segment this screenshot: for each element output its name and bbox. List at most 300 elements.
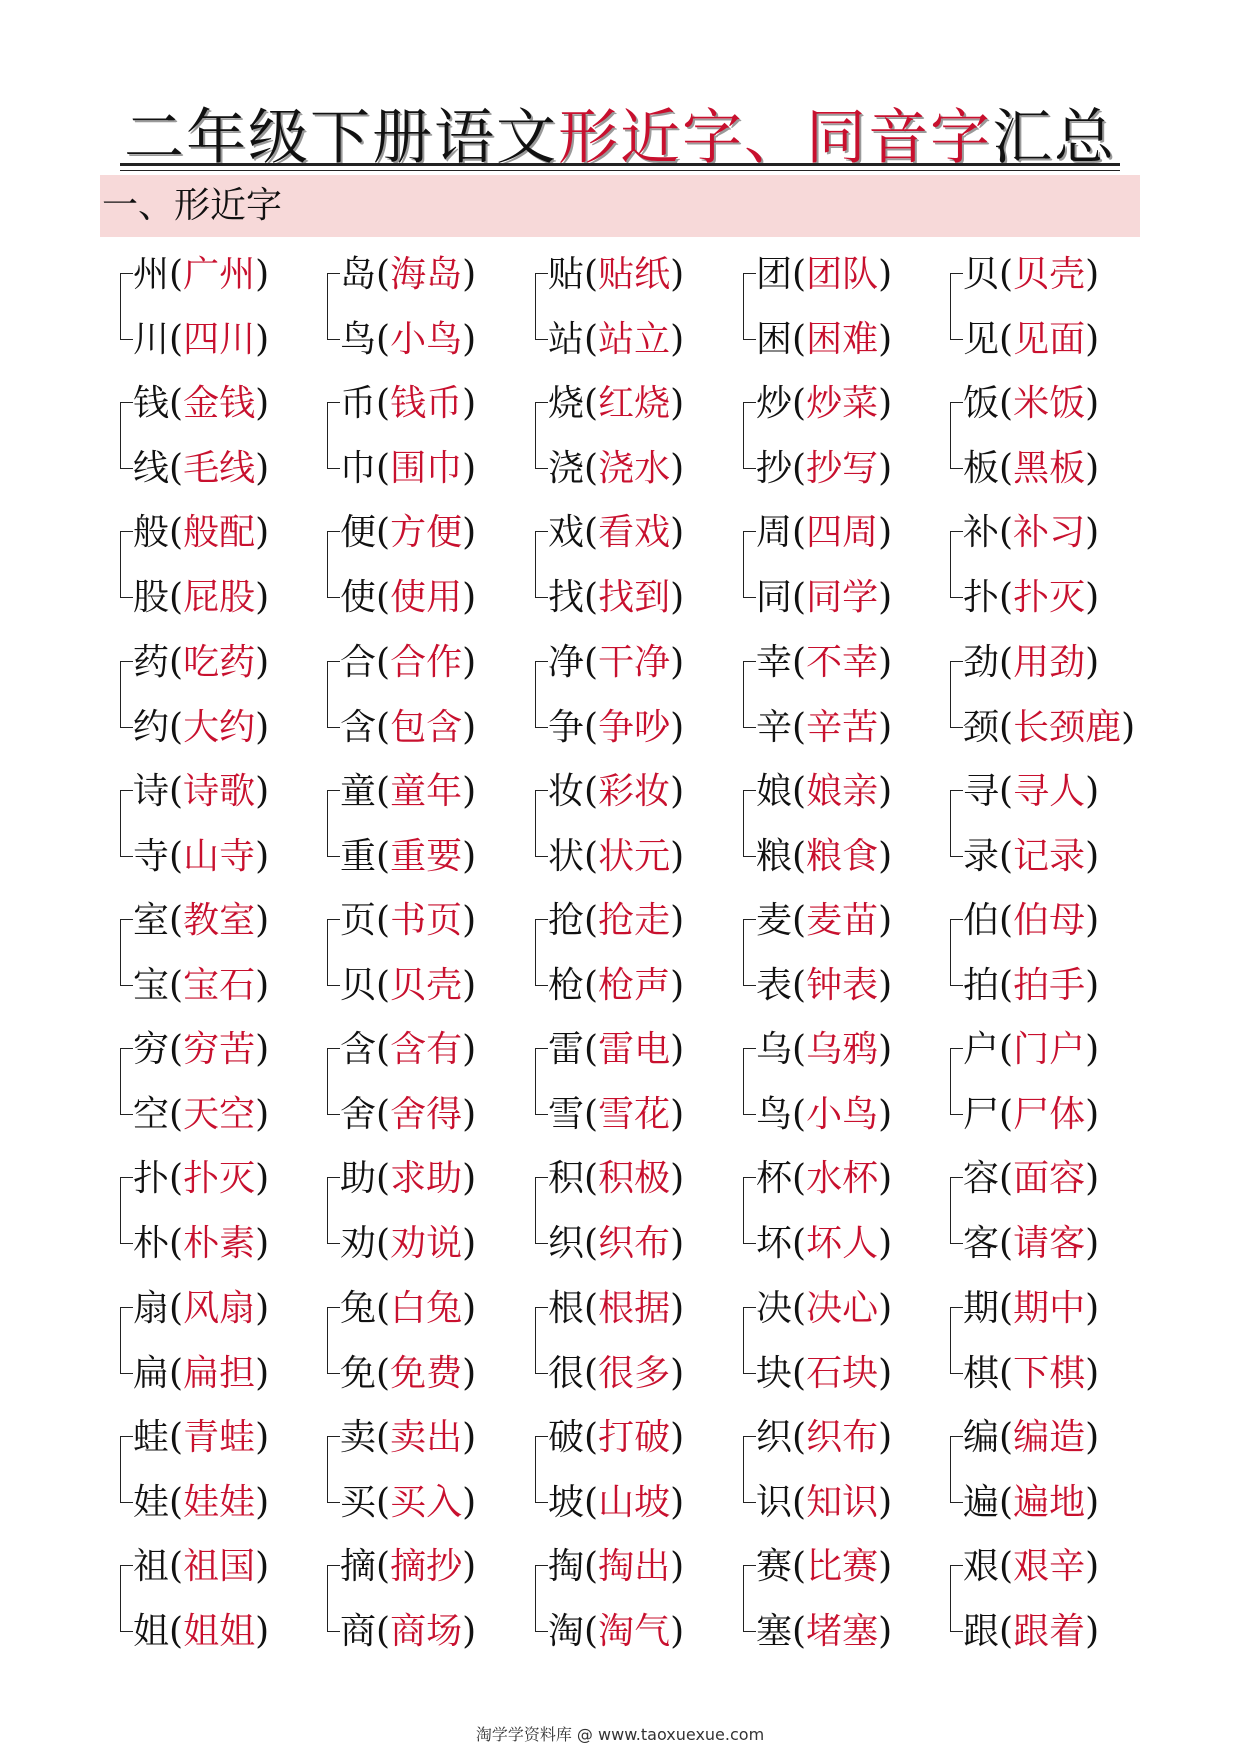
- example-word: 青蛙: [183, 1416, 256, 1458]
- char-entry-top: [963, 1156, 1099, 1202]
- char-pair: [327, 1544, 537, 1674]
- pair-bracket: [535, 531, 548, 598]
- character: 塞: [756, 1611, 793, 1652]
- char-entry-bottom: [963, 1609, 1099, 1655]
- char-pair: [535, 1027, 745, 1157]
- paren-open: (: [169, 448, 184, 490]
- example-word: 四川: [183, 319, 256, 360]
- paren-open: (: [376, 577, 391, 619]
- paren-open: (: [169, 1481, 184, 1523]
- character: 姐: [133, 1611, 170, 1652]
- paren-close: ): [255, 319, 270, 360]
- char-entry-top: [963, 898, 1099, 944]
- paren-open: (: [169, 641, 184, 683]
- character: 辛: [756, 706, 793, 748]
- example-word: 织布: [806, 1416, 879, 1458]
- example-word: 教室: [183, 900, 256, 941]
- pair-bracket: [743, 919, 756, 986]
- example-word: 劝说: [390, 1223, 463, 1265]
- paren-open: (: [376, 1287, 391, 1329]
- char-pair: [743, 640, 953, 770]
- character: 淘: [548, 1611, 585, 1652]
- character: 颈: [963, 706, 1000, 748]
- character: 积: [548, 1158, 585, 1200]
- pair-bracket: [535, 273, 548, 340]
- char-entry-top: [756, 1286, 892, 1332]
- paren-open: (: [376, 835, 391, 877]
- character: 抄: [756, 448, 793, 490]
- example-word: 知识: [806, 1481, 879, 1523]
- paren-open: (: [376, 1352, 391, 1394]
- example-word: 补习: [1013, 512, 1086, 554]
- paren-close: ): [1085, 448, 1100, 490]
- paren-open: (: [584, 641, 599, 683]
- character: 戏: [548, 512, 585, 554]
- character: 粮: [756, 835, 793, 877]
- char-entry-bottom: [756, 1351, 892, 1397]
- example-word: 伯母: [1013, 900, 1086, 941]
- character: 表: [756, 965, 793, 1006]
- char-entry-top: [756, 898, 892, 944]
- paren-open: (: [169, 383, 184, 425]
- char-entry-top: [963, 1544, 1099, 1590]
- paren-close: ): [462, 1546, 477, 1587]
- example-word: 站立: [598, 319, 671, 360]
- char-entry-top: [340, 1156, 476, 1202]
- character: 贝: [963, 254, 1000, 295]
- example-word: 寻人: [1013, 770, 1086, 812]
- character: 遍: [963, 1481, 1000, 1523]
- char-entry-top: [963, 769, 1099, 815]
- example-word: 困难: [806, 319, 879, 360]
- example-word: 下棋: [1013, 1352, 1086, 1394]
- paren-close: ): [1085, 1094, 1100, 1136]
- char-entry-top: [133, 1027, 269, 1073]
- paren-close: ): [255, 1352, 270, 1394]
- character: 状: [548, 835, 585, 877]
- example-word: 商场: [390, 1611, 463, 1652]
- char-entry-bottom: [756, 1609, 892, 1655]
- char-entry-bottom: [548, 1609, 684, 1655]
- paren-close: ): [255, 512, 270, 554]
- char-pair: [535, 1544, 745, 1674]
- paren-open: (: [169, 1287, 184, 1329]
- character: 饭: [963, 383, 1000, 425]
- char-entry-top: [548, 1156, 684, 1202]
- paren-close: ): [670, 1352, 685, 1394]
- char-pair: [120, 252, 330, 382]
- pair-bracket: [743, 661, 756, 728]
- char-pair: [743, 1027, 953, 1157]
- example-word: 尸体: [1013, 1094, 1086, 1136]
- character: 掏: [548, 1546, 585, 1587]
- example-word: 麦苗: [806, 900, 879, 941]
- char-pair: [120, 381, 330, 511]
- character: 扑: [963, 577, 1000, 619]
- paren-open: (: [999, 770, 1014, 812]
- paren-close: ): [462, 512, 477, 554]
- character: 艰: [963, 1546, 1000, 1587]
- example-word: 抢走: [598, 900, 671, 941]
- paren-open: (: [169, 1223, 184, 1265]
- char-pair: [743, 1415, 953, 1545]
- paren-close: ): [878, 1352, 893, 1394]
- pair-bracket: [535, 1048, 548, 1115]
- example-word: 织布: [598, 1223, 671, 1265]
- paren-close: ): [462, 319, 477, 360]
- char-entry-top: [756, 769, 892, 815]
- char-pair: [950, 381, 1160, 511]
- example-word: 看戏: [598, 512, 671, 554]
- char-entry-bottom: [548, 575, 684, 621]
- example-word: 辛苦: [806, 706, 879, 748]
- example-word: 卖出: [390, 1416, 463, 1458]
- example-word: 朴素: [183, 1223, 256, 1265]
- paren-open: (: [169, 706, 184, 748]
- char-entry-bottom: [340, 1609, 476, 1655]
- char-pair: [535, 1286, 745, 1416]
- example-word: 面容: [1013, 1158, 1086, 1200]
- char-entry-bottom: [548, 317, 684, 363]
- character: 线: [133, 448, 170, 490]
- pair-bracket: [950, 919, 963, 986]
- char-entry-bottom: [133, 1609, 269, 1655]
- character: 寻: [963, 770, 1000, 812]
- character: 麦: [756, 900, 793, 941]
- paren-open: (: [376, 512, 391, 554]
- char-entry-bottom: [133, 446, 269, 492]
- paren-open: (: [792, 1481, 807, 1523]
- paren-open: (: [999, 319, 1014, 360]
- paren-open: (: [792, 965, 807, 1006]
- char-entry-bottom: [133, 1351, 269, 1397]
- character: 妆: [548, 770, 585, 812]
- pair-bracket: [535, 919, 548, 986]
- char-entry-bottom: [133, 317, 269, 363]
- paren-close: ): [462, 254, 477, 295]
- char-pair: [535, 640, 745, 770]
- paren-open: (: [792, 254, 807, 295]
- character: 织: [756, 1416, 793, 1458]
- example-word: 期中: [1013, 1287, 1086, 1329]
- character: 州: [133, 254, 170, 295]
- paren-close: ): [1085, 965, 1100, 1006]
- example-word: 姐姐: [183, 1611, 256, 1652]
- character: 抢: [548, 900, 585, 941]
- example-word: 打破: [598, 1416, 671, 1458]
- paren-open: (: [584, 965, 599, 1006]
- char-pair: [950, 640, 1160, 770]
- paren-open: (: [169, 770, 184, 812]
- char-entry-top: [133, 381, 269, 427]
- paren-close: ): [878, 1287, 893, 1329]
- example-word: 海岛: [390, 254, 463, 295]
- pair-bracket: [120, 402, 133, 469]
- paren-open: (: [376, 1546, 391, 1587]
- paren-open: (: [169, 1029, 184, 1071]
- paren-open: (: [376, 706, 391, 748]
- example-word: 请客: [1013, 1223, 1086, 1265]
- character: 尸: [963, 1094, 1000, 1136]
- character: 跟: [963, 1611, 1000, 1652]
- example-word: 团队: [806, 254, 879, 295]
- example-word: 吃药: [183, 641, 256, 683]
- character: 录: [963, 835, 1000, 877]
- example-word: 包含: [390, 706, 463, 748]
- example-word: 合作: [390, 641, 463, 683]
- char-entry-top: [548, 898, 684, 944]
- char-pair: [535, 510, 745, 640]
- char-entry-bottom: [133, 1221, 269, 1267]
- example-word: 扁担: [183, 1352, 256, 1394]
- character: 般: [133, 512, 170, 554]
- example-word: 艰辛: [1013, 1546, 1086, 1587]
- character: 很: [548, 1352, 585, 1394]
- example-word: 摘抄: [390, 1546, 463, 1587]
- character: 户: [963, 1029, 1000, 1071]
- character: 免: [340, 1352, 377, 1394]
- paren-close: ): [255, 1546, 270, 1587]
- character: 岛: [340, 254, 377, 295]
- char-entry-bottom: [963, 1221, 1099, 1267]
- paren-close: ): [255, 900, 270, 941]
- char-entry-top: [963, 381, 1099, 427]
- paren-open: (: [376, 319, 391, 360]
- char-pair: [743, 898, 953, 1028]
- character: 容: [963, 1158, 1000, 1200]
- example-word: 含有: [390, 1029, 463, 1071]
- section-title: 一、形近字: [102, 185, 283, 226]
- paren-open: (: [584, 1481, 599, 1523]
- character: 编: [963, 1416, 1000, 1458]
- paren-open: (: [999, 1223, 1014, 1265]
- paren-open: (: [792, 1352, 807, 1394]
- pair-bracket: [327, 1307, 340, 1374]
- paren-close: ): [462, 577, 477, 619]
- pair-bracket: [327, 1048, 340, 1115]
- paren-close: ): [670, 1223, 685, 1265]
- paren-open: (: [376, 1029, 391, 1071]
- paren-open: (: [792, 448, 807, 490]
- paren-open: (: [999, 900, 1014, 941]
- example-word: 同学: [806, 577, 879, 619]
- character: 浇: [548, 448, 585, 490]
- char-entry-bottom: [963, 446, 1099, 492]
- pair-bracket: [950, 1436, 963, 1503]
- paren-open: (: [376, 900, 391, 941]
- example-word: 红烧: [598, 383, 671, 425]
- paren-open: (: [584, 319, 599, 360]
- character: 雪: [548, 1094, 585, 1136]
- char-pair: [535, 381, 745, 511]
- example-word: 找到: [598, 577, 671, 619]
- pair-bracket: [950, 1177, 963, 1244]
- example-word: 白兔: [390, 1287, 463, 1329]
- paren-close: ): [1085, 1287, 1100, 1329]
- paren-open: (: [792, 641, 807, 683]
- paren-close: ): [1121, 706, 1136, 748]
- paren-close: ): [878, 965, 893, 1006]
- char-entry-top: [340, 1415, 476, 1461]
- char-pair: [743, 1286, 953, 1416]
- pair-bracket: [120, 790, 133, 857]
- paren-open: (: [376, 965, 391, 1006]
- paren-close: ): [462, 383, 477, 425]
- paren-close: ): [462, 1094, 477, 1136]
- example-word: 浇水: [598, 448, 671, 490]
- paren-close: ): [878, 1481, 893, 1523]
- character: 宝: [133, 965, 170, 1006]
- paren-close: ): [670, 319, 685, 360]
- example-word: 门户: [1013, 1029, 1086, 1071]
- paren-close: ): [462, 641, 477, 683]
- char-entry-bottom: [340, 1351, 476, 1397]
- pair-bracket: [950, 531, 963, 598]
- char-pair: [743, 381, 953, 511]
- paren-open: (: [169, 319, 184, 360]
- example-word: 诗歌: [183, 770, 256, 812]
- paren-open: (: [169, 1352, 184, 1394]
- character: 织: [548, 1223, 585, 1265]
- character: 币: [340, 383, 377, 425]
- char-entry-top: [756, 1544, 892, 1590]
- character: 杯: [756, 1158, 793, 1200]
- pair-bracket: [743, 1436, 756, 1503]
- paren-open: (: [792, 835, 807, 877]
- paren-open: (: [792, 900, 807, 941]
- char-pair: [327, 1027, 537, 1157]
- example-word: 金钱: [183, 383, 256, 425]
- example-word: 根据: [598, 1287, 671, 1329]
- pair-bracket: [950, 1048, 963, 1115]
- paren-close: ): [670, 1416, 685, 1458]
- pair-bracket: [535, 1565, 548, 1632]
- pair-bracket: [743, 273, 756, 340]
- character: 扇: [133, 1287, 170, 1329]
- paren-open: (: [792, 1611, 807, 1652]
- char-entry-bottom: [548, 1351, 684, 1397]
- example-word: 宝石: [183, 965, 256, 1006]
- paren-close: ): [878, 319, 893, 360]
- char-entry-top: [756, 1027, 892, 1073]
- character: 块: [756, 1352, 793, 1394]
- paren-open: (: [999, 1287, 1014, 1329]
- char-entry-bottom: [963, 1480, 1099, 1526]
- character: 娃: [133, 1481, 170, 1523]
- char-entry-top: [548, 1415, 684, 1461]
- char-entry-bottom: [756, 1092, 892, 1138]
- paren-close: ): [878, 835, 893, 877]
- character: 坡: [548, 1481, 585, 1523]
- paren-open: (: [584, 254, 599, 295]
- char-entry-top: [756, 252, 892, 298]
- char-entry-top: [133, 898, 269, 944]
- paren-close: ): [878, 1611, 893, 1652]
- character: 争: [548, 706, 585, 748]
- example-word: 般配: [183, 512, 256, 554]
- character: 重: [340, 835, 377, 877]
- char-pair: [950, 898, 1160, 1028]
- char-pair: [950, 252, 1160, 382]
- char-entry-top: [548, 769, 684, 815]
- paren-close: ): [462, 1287, 477, 1329]
- example-word: 钱币: [390, 383, 463, 425]
- example-word: 大约: [183, 706, 256, 748]
- char-entry-bottom: [548, 963, 684, 1009]
- pair-bracket: [120, 1436, 133, 1503]
- example-word: 钟表: [806, 965, 879, 1006]
- character: 祖: [133, 1546, 170, 1587]
- paren-close: ): [462, 835, 477, 877]
- paren-open: (: [999, 577, 1014, 619]
- paren-open: (: [792, 383, 807, 425]
- example-word: 山坡: [598, 1481, 671, 1523]
- character: 川: [133, 319, 170, 360]
- paren-close: ): [255, 1416, 270, 1458]
- paren-open: (: [169, 835, 184, 877]
- paren-close: ): [255, 965, 270, 1006]
- example-word: 淘气: [598, 1611, 671, 1652]
- char-entry-top: [548, 640, 684, 686]
- char-entry-bottom: [756, 317, 892, 363]
- example-word: 遍地: [1013, 1481, 1086, 1523]
- char-entry-top: [340, 510, 476, 556]
- paren-open: (: [792, 1029, 807, 1071]
- char-entry-top: [340, 1544, 476, 1590]
- title-underline: [120, 163, 1120, 166]
- char-entry-top: [548, 1544, 684, 1590]
- paren-open: (: [999, 1416, 1014, 1458]
- paren-close: ): [670, 512, 685, 554]
- char-pair: [950, 1156, 1160, 1286]
- character: 贴: [548, 254, 585, 295]
- char-entry-bottom: [340, 575, 476, 621]
- paren-close: ): [1085, 319, 1100, 360]
- example-word: 娃娃: [183, 1481, 256, 1523]
- pair-bracket: [120, 531, 133, 598]
- char-entry-bottom: [340, 1092, 476, 1138]
- char-entry-bottom: [756, 1221, 892, 1267]
- paren-open: (: [792, 1223, 807, 1265]
- paren-open: (: [376, 1611, 391, 1652]
- pair-bracket: [743, 1048, 756, 1115]
- character: 识: [756, 1481, 793, 1523]
- char-entry-top: [548, 381, 684, 427]
- example-word: 很多: [598, 1352, 671, 1394]
- pair-bracket: [535, 1177, 548, 1244]
- paren-open: (: [169, 965, 184, 1006]
- char-entry-top: [756, 1415, 892, 1461]
- example-word: 枪声: [598, 965, 671, 1006]
- paren-open: (: [999, 835, 1014, 877]
- paren-close: ): [1085, 770, 1100, 812]
- paren-open: (: [584, 1158, 599, 1200]
- paren-open: (: [999, 1158, 1014, 1200]
- char-pair: [327, 252, 537, 382]
- character: 舍: [340, 1094, 377, 1136]
- example-word: 扑灭: [183, 1158, 256, 1200]
- char-entry-top: [963, 252, 1099, 298]
- example-word: 状元: [598, 835, 671, 877]
- char-entry-bottom: [133, 705, 269, 751]
- pair-bracket: [327, 402, 340, 469]
- example-word: 书页: [390, 900, 463, 941]
- paren-open: (: [792, 577, 807, 619]
- character: 坏: [756, 1223, 793, 1265]
- title-part-3: 汇总: [992, 103, 1116, 173]
- character: 幸: [756, 641, 793, 683]
- character: 决: [756, 1287, 793, 1329]
